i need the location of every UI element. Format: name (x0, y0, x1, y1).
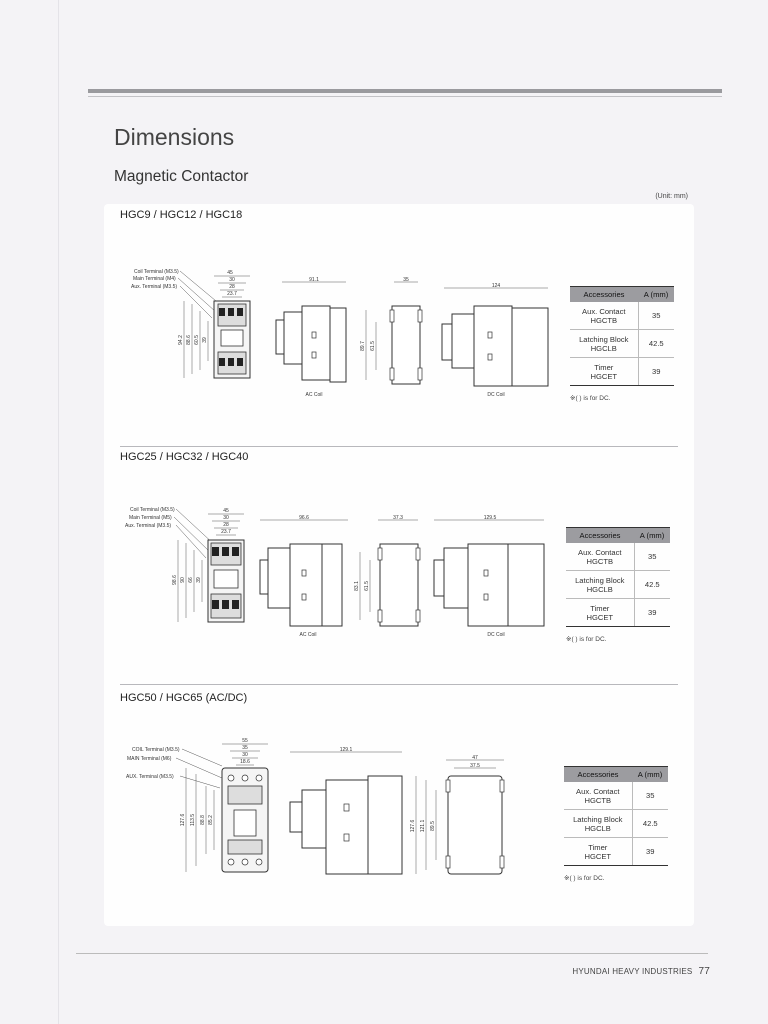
dc-note: ※( ) is for DC. (564, 875, 605, 882)
accessory-value: 42.5 (632, 810, 668, 838)
side-view-drawing (286, 746, 406, 880)
dc-note: ※( ) is for DC. (570, 395, 611, 402)
accessory-name: Latching Block HGCLB (564, 810, 632, 838)
aux-terminal-label: AUX. Terminal (M3.5) (126, 774, 174, 780)
dim-side-h2: 61.5 (370, 341, 376, 351)
dim-side-w2: 37.5 (470, 763, 480, 769)
dim-w1: 45 (227, 270, 233, 276)
dim-h3: 66 (188, 577, 194, 583)
dim-w4: 18.6 (240, 759, 250, 765)
table-row (566, 543, 670, 571)
dim-side-h3: 89.5 (430, 821, 436, 831)
dim-w3: 28 (229, 284, 235, 290)
ac-side-view-drawing (262, 276, 354, 404)
accessories-table (570, 286, 674, 386)
dim-side-w: 37.3 (393, 515, 403, 521)
unit-label: (Unit: mm) (655, 193, 688, 200)
table-row (566, 571, 670, 599)
dim-side-h2: 61.5 (364, 581, 370, 591)
coil-terminal-label: Coil Terminal (M3.5) (130, 507, 175, 513)
dim-ac-depth: 96.6 (299, 515, 309, 521)
dim-w2: 35 (242, 745, 248, 751)
accessories-header: Accessories (566, 528, 634, 544)
narrow-side-view-drawing (410, 746, 510, 880)
dim-depth: 129.1 (339, 747, 353, 753)
table-row (570, 302, 674, 330)
table-row (564, 810, 668, 838)
dimension-header: A (mm) (638, 287, 674, 303)
section-title: HGC9 / HGC12 / HGC18 (120, 209, 243, 221)
accessory-name: Latching Block HGCLB (570, 330, 638, 358)
accessories-table (564, 766, 668, 866)
dim-w3: 30 (242, 752, 248, 758)
dim-h2: 113.5 (190, 813, 196, 827)
ac-coil-label: AC Coil (305, 392, 323, 398)
page-edge (58, 0, 59, 1024)
section-divider (120, 446, 678, 447)
section-title: HGC25 / HGC32 / HGC40 (120, 451, 249, 463)
dim-w2: 30 (229, 277, 235, 283)
front-view-drawing (130, 266, 280, 384)
accessories-header: Accessories (564, 767, 632, 783)
dc-coil-label: DC Coil (487, 632, 505, 638)
aux-terminal-label: Aux. Terminal (M3.5) (125, 523, 172, 529)
dim-side-h1: 83.1 (354, 581, 360, 591)
accessory-value: 39 (634, 599, 670, 627)
dim-h3: 60.5 (194, 335, 200, 345)
dim-h1: 94.2 (178, 335, 184, 345)
accessory-name: Aux. Contact HGCTB (564, 782, 632, 810)
dimension-header: A (mm) (634, 528, 670, 544)
dim-h4: 85.2 (208, 815, 214, 825)
dim-w2: 30 (223, 515, 229, 521)
dim-h1: 98.6 (172, 575, 178, 585)
narrow-side-view-drawing (354, 276, 424, 388)
main-terminal-label: MAIN Terminal (M6) (127, 756, 172, 762)
table-row (564, 782, 668, 810)
dimension-header: A (mm) (632, 767, 668, 783)
table-row (570, 330, 674, 358)
accessory-value: 39 (638, 358, 674, 386)
table-row (570, 358, 674, 386)
accessory-name: Timer HGCET (566, 599, 634, 627)
table-row (566, 599, 670, 627)
top-rule (88, 89, 722, 93)
coil-terminal-label: Coil Terminal (M3.5) (134, 269, 179, 275)
dimensions-panel (104, 193, 694, 926)
dim-h2: 88.6 (186, 335, 192, 345)
dim-side-h1: 89.7 (360, 341, 366, 351)
dim-side-w1: 47 (472, 755, 478, 761)
dc-note: ※( ) is for DC. (566, 636, 607, 643)
dim-dc-depth: 129.5 (483, 515, 497, 521)
accessories-table (566, 527, 670, 627)
accessory-value: 42.5 (634, 571, 670, 599)
front-view-drawing (124, 734, 274, 876)
dim-w4: 23.7 (227, 291, 237, 297)
page-number: 77 (698, 966, 710, 977)
accessory-value: 35 (634, 543, 670, 571)
front-view-drawing (124, 504, 274, 626)
accessories-header: Accessories (570, 287, 638, 303)
dim-w1: 45 (223, 508, 229, 514)
section-title: HGC50 / HGC65 (AC/DC) (120, 692, 248, 704)
dim-w4: 23.7 (221, 529, 231, 535)
dim-h4: 39 (196, 577, 202, 583)
aux-terminal-label: Aux. Terminal (M3.5) (131, 284, 178, 290)
top-rule-thin (88, 96, 722, 97)
dc-side-view-drawing (430, 514, 550, 642)
ac-coil-label: AC Coil (299, 632, 317, 638)
accessory-name: Timer HGCET (564, 838, 632, 866)
main-terminal-label: Main Terminal (M4) (133, 276, 176, 282)
dim-dc-depth: 124 (491, 283, 501, 289)
page-subtitle: Magnetic Contactor (114, 168, 249, 185)
accessory-value: 42.5 (638, 330, 674, 358)
dim-h1: 127.6 (180, 813, 186, 827)
ac-side-view-drawing (256, 514, 352, 642)
company-name: HYUNDAI HEAVY INDUSTRIES (572, 967, 693, 976)
dc-side-view-drawing (434, 276, 556, 404)
table-row (564, 838, 668, 866)
dim-side-w: 35 (403, 277, 409, 283)
section-divider (120, 684, 678, 685)
page-footer (572, 966, 710, 977)
coil-terminal-label: COIL Terminal (M3.5) (132, 747, 180, 753)
accessory-value: 35 (638, 302, 674, 330)
main-terminal-label: Main Terminal (M5) (129, 515, 172, 521)
page-title: Dimensions (114, 124, 235, 150)
dc-coil-label: DC Coil (487, 392, 505, 398)
footer-rule (76, 953, 708, 954)
accessory-name: Timer HGCET (570, 358, 638, 386)
accessory-value: 35 (632, 782, 668, 810)
dim-w3: 28 (223, 522, 229, 528)
dim-side-h2: 121.1 (420, 819, 426, 833)
accessory-name: Latching Block HGCLB (566, 571, 634, 599)
dim-ac-depth: 91.1 (309, 277, 319, 283)
accessory-name: Aux. Contact HGCTB (566, 543, 634, 571)
dim-h4: 39 (202, 337, 208, 343)
dim-side-h1: 127.6 (410, 819, 416, 833)
accessory-value: 39 (632, 838, 668, 866)
dim-w1: 55 (242, 738, 248, 744)
accessory-name: Aux. Contact HGCTB (570, 302, 638, 330)
dim-h2: 90 (180, 577, 186, 583)
narrow-side-view-drawing (352, 514, 424, 632)
dim-h3: 88.8 (200, 815, 206, 825)
